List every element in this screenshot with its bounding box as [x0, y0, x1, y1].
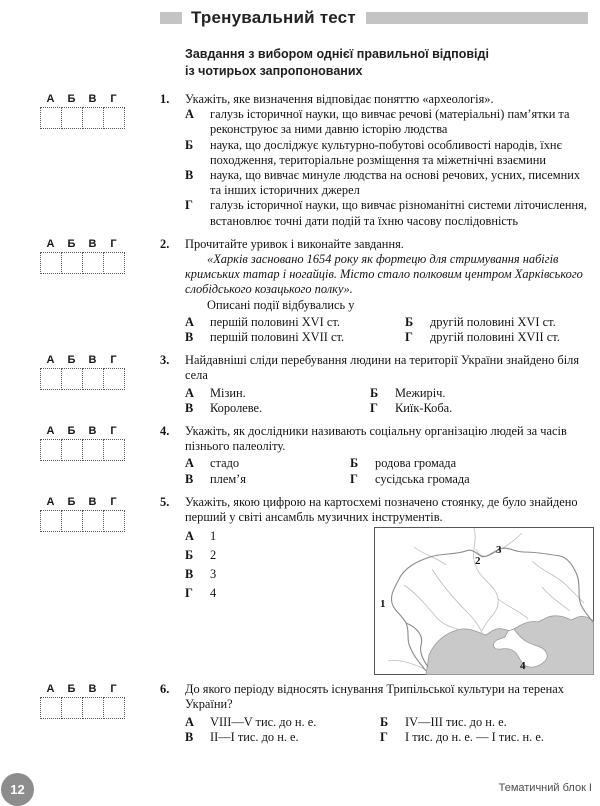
- option-text: першій половині XVII ст.: [210, 330, 345, 345]
- option-g: [185, 584, 374, 603]
- option-a: [185, 527, 374, 546]
- letter-b: Б: [67, 237, 76, 250]
- answer-grid-letters: [40, 354, 125, 366]
- option-v: [185, 330, 405, 345]
- letter-v: В: [88, 425, 97, 438]
- answer-grid-letters: [40, 683, 125, 695]
- question-1: [0, 92, 600, 229]
- question-3-options: [185, 386, 594, 416]
- question-number: 5.: [160, 494, 170, 509]
- page-number-badge: [1, 773, 34, 806]
- option-letter: Б: [185, 137, 194, 152]
- answer-box-g[interactable]: [103, 697, 125, 719]
- option-a: [185, 386, 370, 401]
- question-prompt: Укажіть, як дослідники називають соціальну організацію людей за часів пізнього палеоліту.: [185, 424, 567, 454]
- answer-box-a[interactable]: [40, 510, 62, 532]
- option-letter: Г: [405, 330, 413, 345]
- question-4-options: [185, 456, 594, 486]
- answer-grid-q6: [0, 682, 160, 745]
- letter-v: В: [88, 495, 97, 508]
- option-g: [405, 330, 594, 345]
- letter-v: В: [88, 354, 97, 367]
- answer-box-v[interactable]: [82, 368, 104, 390]
- option-letter: Г: [380, 729, 388, 744]
- option-a: [185, 315, 405, 330]
- ukraine-map: [374, 527, 594, 675]
- map-label-2: 2: [475, 555, 481, 568]
- letter-a: А: [46, 237, 55, 250]
- page-number: 12: [10, 782, 25, 797]
- option-b: [185, 546, 374, 565]
- question-prompt: Прочитайте уривок і виконайте завдання.: [185, 236, 404, 251]
- answer-grid-q4: [0, 424, 160, 487]
- letter-g: Г: [110, 683, 117, 696]
- option-letter: А: [185, 456, 194, 471]
- option-b: [405, 315, 594, 330]
- option-text: другій половині XVII ст.: [430, 330, 560, 345]
- question-prompt: Укажіть, яке визначення відповідає поняттю «археологія».: [185, 92, 494, 106]
- answer-box-a[interactable]: [40, 697, 62, 719]
- option-letter: А: [185, 314, 194, 329]
- option-g: [350, 472, 594, 487]
- option-letter: В: [185, 330, 194, 345]
- map-label-4: 4: [520, 660, 526, 673]
- answer-box-a[interactable]: [40, 107, 62, 129]
- option-v: [185, 168, 594, 198]
- letter-b: Б: [67, 425, 76, 438]
- question-3-head: [160, 353, 594, 383]
- letter-b: Б: [67, 495, 76, 508]
- option-text: галузь історичної науки, що вивчає різноманітні системи літочислення, встановлює точні дати подій та їхню часову послідовність: [210, 198, 587, 228]
- option-letter: Г: [185, 586, 193, 601]
- answer-grid-q5: [0, 495, 160, 675]
- option-text: Межиріч.: [395, 385, 446, 400]
- option-text: родова громада: [375, 456, 457, 471]
- option-letter: А: [185, 529, 194, 544]
- answer-box-g[interactable]: [103, 510, 125, 532]
- answer-grid-letters: [40, 93, 125, 105]
- answer-grid-boxes: [40, 439, 160, 461]
- option-b: [185, 138, 594, 168]
- option-letter: Б: [405, 314, 414, 329]
- option-text: Мізин.: [210, 385, 246, 400]
- answer-box-b[interactable]: [61, 107, 83, 129]
- answer-box-a[interactable]: [40, 368, 62, 390]
- answer-box-g[interactable]: [103, 107, 125, 129]
- question-2-quote: «Харків засновано 1654 року як фортецю для стримування набігів кримських татар і ногайців. Місто стало полковим центром Харківського слобідського козацького полку».: [185, 252, 583, 297]
- answer-box-a[interactable]: [40, 439, 62, 461]
- map-label-3: 3: [496, 544, 502, 557]
- option-text: наука, що вивчає минуле людства на основі речових, усних, писемних та інших історичних джерел: [210, 168, 581, 198]
- option-a: [185, 456, 350, 471]
- question-number: 4.: [160, 424, 170, 439]
- option-text: IV—III тис. до н. е.: [405, 714, 507, 729]
- map-label-1: 1: [380, 598, 386, 611]
- option-text: 2: [210, 548, 217, 563]
- question-5-head: [160, 495, 594, 525]
- question-5: [0, 495, 600, 675]
- answer-grid-letters: [40, 425, 125, 437]
- option-g: [370, 401, 594, 416]
- option-letter: Г: [350, 471, 358, 486]
- answer-grid-letters: [40, 238, 125, 250]
- question-3: [0, 353, 600, 416]
- answer-grid-q1: [0, 92, 160, 229]
- option-letter: В: [185, 168, 194, 183]
- letter-a: А: [46, 93, 55, 105]
- option-b: [370, 386, 594, 401]
- question-1-options: [185, 107, 594, 229]
- questions-list: [0, 92, 600, 745]
- question-2-content: [160, 237, 600, 345]
- option-letter: Г: [185, 198, 193, 213]
- option-text: II—I тис. до н. е.: [210, 729, 299, 744]
- question-1-content: [160, 92, 600, 229]
- option-text: 1: [210, 529, 217, 544]
- question-5-content: [160, 495, 600, 675]
- letter-b: Б: [67, 683, 76, 696]
- option-letter: А: [185, 385, 194, 400]
- option-a: [185, 107, 594, 137]
- letter-a: А: [46, 425, 55, 438]
- option-text: VIII—V тис. до н. е.: [210, 714, 317, 729]
- answer-box-v[interactable]: [82, 510, 104, 532]
- answer-box-b[interactable]: [61, 439, 83, 461]
- answer-box-a[interactable]: [40, 252, 62, 274]
- page-header: [160, 10, 600, 26]
- answer-grid-q3: [0, 353, 160, 416]
- option-letter: В: [185, 400, 194, 415]
- question-4-head: [160, 424, 594, 454]
- answer-box-b[interactable]: [61, 368, 83, 390]
- letter-b: Б: [67, 93, 76, 105]
- question-2-options: [185, 315, 594, 345]
- letter-v: В: [88, 93, 97, 105]
- option-text: другій половині XVI ст.: [430, 314, 556, 329]
- option-letter: А: [185, 107, 194, 122]
- question-prompt: До якого періоду відносять існування Трипільської культури на теренах України?: [185, 682, 564, 712]
- question-2-head: [160, 237, 594, 252]
- question-6: [0, 682, 600, 745]
- page-title: Тренувальний тест: [191, 8, 356, 27]
- letter-g: Г: [110, 354, 117, 367]
- option-text: стадо: [210, 456, 240, 471]
- question-number: 2.: [160, 236, 170, 251]
- letter-a: А: [46, 495, 55, 508]
- answer-box-v[interactable]: [82, 697, 104, 719]
- question-6-head: [160, 682, 594, 712]
- test-instructions: [185, 46, 600, 80]
- option-text: I тис. до н. е. — I тис. н. е.: [405, 729, 544, 744]
- answer-box-b[interactable]: [61, 252, 83, 274]
- answer-grid-boxes: [40, 252, 160, 274]
- question-4-content: [160, 424, 600, 487]
- question-4: [0, 424, 600, 487]
- answer-box-b[interactable]: [61, 510, 83, 532]
- option-letter: Б: [370, 385, 379, 400]
- option-text: Королеве.: [210, 400, 263, 415]
- option-b: [380, 715, 594, 730]
- question-6-options: [185, 715, 594, 745]
- option-v: [185, 730, 380, 745]
- question-5-options: [185, 527, 374, 675]
- letter-g: Г: [110, 425, 117, 438]
- option-g: [380, 730, 594, 745]
- header-accent-square-icon: [160, 12, 182, 24]
- option-text: першій половині XVI ст.: [210, 314, 340, 329]
- letter-g: Г: [110, 93, 117, 105]
- option-letter: В: [185, 567, 194, 582]
- answer-grid-boxes: [40, 510, 160, 532]
- letter-a: А: [46, 683, 55, 696]
- question-number: 3.: [160, 353, 170, 368]
- option-letter: В: [185, 729, 194, 744]
- option-letter: В: [185, 471, 194, 486]
- question-number: 1.: [160, 92, 170, 106]
- header-rule-bar: [366, 12, 588, 24]
- letter-g: Г: [110, 495, 117, 508]
- answer-grid-boxes: [40, 368, 160, 390]
- answer-grid-letters: [40, 496, 125, 508]
- option-letter: Б: [185, 548, 194, 563]
- option-b: [350, 456, 594, 471]
- letter-b: Б: [67, 354, 76, 367]
- option-a: [185, 715, 380, 730]
- option-v: [185, 401, 370, 416]
- option-letter: Б: [380, 714, 389, 729]
- answer-box-g[interactable]: [103, 252, 125, 274]
- option-text: 4: [210, 586, 217, 601]
- option-text: 3: [210, 567, 217, 582]
- question-prompt: Укажіть, якою цифрою на картосхемі позначено стоянку, де було знайдено перший у світі ансамбль музичних інструментів.: [185, 494, 578, 525]
- option-v: [185, 472, 350, 487]
- option-text: сусідська громада: [375, 471, 470, 486]
- option-text: Киїк-Коба.: [395, 400, 453, 415]
- answer-box-g[interactable]: [103, 439, 125, 461]
- section-label: Тематичний блок І: [498, 782, 592, 794]
- option-letter: Г: [370, 400, 378, 415]
- question-2: [0, 237, 600, 345]
- question-6-content: [160, 682, 600, 745]
- question-1-head: [160, 92, 594, 107]
- option-g: [185, 198, 594, 228]
- question-2-subprompt: Описані події відбувались у: [207, 297, 355, 312]
- answer-box-b[interactable]: [61, 697, 83, 719]
- option-v: [185, 565, 374, 584]
- letter-v: В: [88, 237, 97, 250]
- answer-box-v[interactable]: [82, 252, 104, 274]
- option-text: галузь історичної науки, що вивчає речові (матеріальні) пам’ятки та реконструює за ними давню історію людства: [210, 107, 570, 137]
- option-letter: Б: [350, 456, 359, 471]
- answer-box-v[interactable]: [82, 439, 104, 461]
- answer-box-v[interactable]: [82, 107, 104, 129]
- question-number: 6.: [160, 682, 170, 697]
- letter-a: А: [46, 354, 55, 367]
- answer-grid-boxes: [40, 107, 160, 129]
- answer-grid-q2: [0, 237, 160, 345]
- instructions-line-1: Завдання з вибором однієї правильної відповіді: [185, 47, 489, 61]
- question-3-content: [160, 353, 600, 416]
- letter-g: Г: [110, 237, 117, 250]
- answer-box-g[interactable]: [103, 368, 125, 390]
- question-5-body: [160, 527, 594, 675]
- instructions-line-2: із чотирьох запропонованих: [185, 64, 363, 78]
- answer-grid-boxes: [40, 697, 160, 719]
- letter-v: В: [88, 683, 97, 696]
- option-text: плем’я: [210, 471, 246, 486]
- option-letter: А: [185, 714, 194, 729]
- option-text: наука, що досліджує культурно-побутові особливості народів, їхнє походження, територіальне розміщення та міжетнічні взаємини: [210, 137, 562, 167]
- question-prompt: Найдавніші сліди перебування людини на території України знайдено біля села: [185, 353, 580, 383]
